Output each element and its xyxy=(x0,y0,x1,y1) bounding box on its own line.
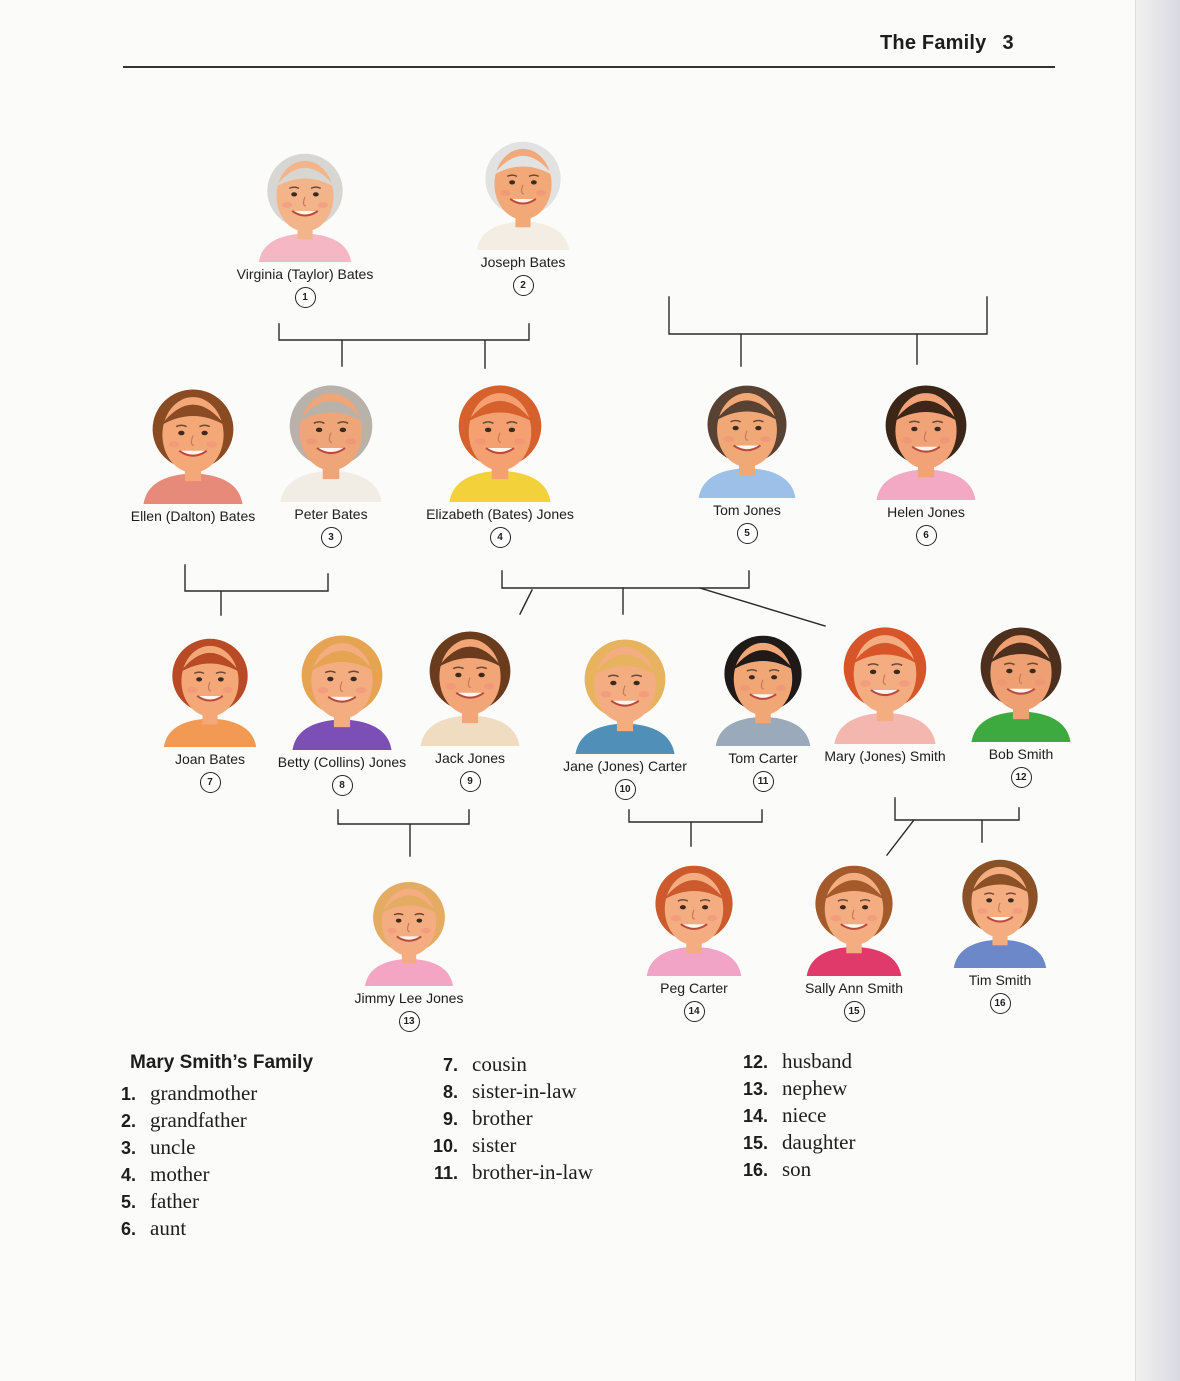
person-name: Joseph Bates xyxy=(480,254,566,270)
person-name: Tom Jones xyxy=(713,502,781,518)
connector-grandparents xyxy=(279,324,529,368)
connector-bates-parents xyxy=(185,565,328,615)
legend-term: nephew xyxy=(782,1076,848,1100)
legend-item xyxy=(730,1130,855,1157)
person-number-badge: 2 xyxy=(513,275,534,296)
portrait-helen-jones xyxy=(869,372,983,500)
person-name: Jane (Jones) Carter xyxy=(563,758,687,774)
person-bob-smith xyxy=(921,614,1121,788)
portrait-joseph-bates xyxy=(469,128,577,250)
legend-item xyxy=(420,1079,593,1106)
legend-column-2 xyxy=(420,1052,593,1187)
person-name: Peter Bates xyxy=(294,506,368,522)
person-name: Helen Jones xyxy=(887,504,965,520)
legend-item xyxy=(730,1076,855,1103)
person-name: Jimmy Lee Jones xyxy=(354,990,464,1006)
person-number-badge: 8 xyxy=(332,775,353,796)
legend-number: 13. xyxy=(742,1079,768,1099)
legend-number: 6. xyxy=(120,1219,136,1239)
legend-item xyxy=(98,1189,257,1216)
person-number-badge: 7 xyxy=(200,772,221,793)
portrait-virginia-taylor-bates xyxy=(251,140,359,262)
legend-number: 11. xyxy=(433,1163,458,1183)
person-number-badge: 12 xyxy=(1011,767,1032,788)
portrait-tom-jones xyxy=(691,372,803,498)
legend-term: aunt xyxy=(150,1216,187,1240)
person-name: Jack Jones xyxy=(434,750,506,766)
person-name: Elizabeth (Bates) Jones xyxy=(426,506,574,522)
portrait-jimmy-lee-jones xyxy=(357,868,461,986)
legend-item xyxy=(98,1162,257,1189)
legend-term: brother-in-law xyxy=(472,1160,593,1184)
person-number-badge: 9 xyxy=(460,771,481,792)
person-number-badge: 3 xyxy=(321,527,342,548)
person-elizabeth-bates-jones xyxy=(400,372,600,548)
legend-number: 12. xyxy=(742,1052,768,1072)
legend-number: 9. xyxy=(442,1109,458,1129)
legend-term: daughter xyxy=(782,1130,856,1154)
legend-title: Mary Smith’s Family xyxy=(130,1052,314,1073)
legend-item xyxy=(98,1216,257,1243)
legend-term: uncle xyxy=(150,1135,196,1159)
person-number-badge: 4 xyxy=(490,527,511,548)
portrait-elizabeth-bates-jones xyxy=(442,372,558,502)
legend-item xyxy=(98,1081,257,1108)
person-number-badge: 14 xyxy=(684,1001,705,1022)
person-number-badge: 10 xyxy=(615,779,636,800)
person-number-badge: 5 xyxy=(737,523,758,544)
legend-item xyxy=(98,1135,257,1162)
person-name: Sally Ann Smith xyxy=(804,980,904,996)
legend-term: niece xyxy=(782,1103,827,1127)
person-name: Virginia (Taylor) Bates xyxy=(236,266,374,282)
portrait-sally-ann-smith xyxy=(799,852,909,976)
legend-term: father xyxy=(150,1189,199,1213)
legend-item xyxy=(730,1103,855,1130)
portrait-tim-smith xyxy=(946,846,1054,968)
legend-number: 15. xyxy=(742,1133,768,1153)
person-name: Bob Smith xyxy=(988,746,1054,762)
person-name: Ellen (Dalton) Bates xyxy=(130,508,256,524)
person-name: Mary (Jones) Smith xyxy=(824,748,946,764)
person-number-badge: 16 xyxy=(990,993,1011,1014)
legend-number: 16. xyxy=(742,1160,768,1180)
person-tim-smith xyxy=(900,846,1100,1014)
person-joseph-bates xyxy=(423,128,623,296)
portrait-peter-bates xyxy=(273,372,389,502)
person-name: Tom Carter xyxy=(728,750,798,766)
person-helen-jones xyxy=(826,372,1026,546)
legend-number: 7. xyxy=(442,1055,458,1075)
legend-item xyxy=(730,1049,855,1076)
person-number-badge: 15 xyxy=(844,1001,865,1022)
person-number-badge: 6 xyxy=(916,525,937,546)
legend-term: son xyxy=(782,1157,812,1181)
legend-number: 10. xyxy=(432,1136,458,1156)
legend-number: 5. xyxy=(120,1192,136,1212)
person-tom-jones xyxy=(647,372,847,544)
legend-item xyxy=(420,1160,593,1187)
person-number-badge: 13 xyxy=(399,1011,420,1032)
connector-jones-parents xyxy=(502,571,749,588)
legend-term: cousin xyxy=(472,1052,527,1076)
page-title: The Family xyxy=(880,32,987,54)
person-name: Peg Carter xyxy=(660,980,728,996)
portrait-bob-smith xyxy=(964,614,1078,742)
person-virginia-taylor-bates xyxy=(205,140,405,308)
legend-item xyxy=(420,1106,593,1133)
legend-number: 1. xyxy=(120,1084,136,1104)
portrait-peg-carter xyxy=(639,852,749,976)
legend-number: 2. xyxy=(120,1111,136,1131)
connector-carter xyxy=(629,810,762,846)
legend-term: grandfather xyxy=(150,1108,247,1132)
legend-term: sister xyxy=(472,1133,517,1157)
legend-term: sister-in-law xyxy=(472,1079,577,1103)
legend-number: 14. xyxy=(742,1106,768,1126)
page-number: 3 xyxy=(1002,32,1014,54)
legend-item xyxy=(98,1108,257,1135)
legend-term: brother xyxy=(472,1106,533,1130)
person-number-badge: 11 xyxy=(753,771,774,792)
legend-number: 8. xyxy=(442,1082,458,1102)
legend-column-3 xyxy=(730,1049,855,1184)
legend-item xyxy=(730,1157,855,1184)
person-name: Joan Bates xyxy=(174,751,246,767)
person-jimmy-lee-jones xyxy=(309,868,509,1032)
person-name: Tim Smith xyxy=(968,972,1032,988)
connector-jack-betty xyxy=(338,810,469,856)
portrait-jack-jones xyxy=(413,618,527,746)
legend-term: mother xyxy=(150,1162,210,1186)
legend-term: husband xyxy=(782,1049,852,1073)
person-number-badge: 1 xyxy=(295,287,316,308)
connector-jones-grandparents xyxy=(669,297,987,366)
person-name: Betty (Collins) Jones xyxy=(277,754,407,770)
legend-item xyxy=(420,1133,593,1160)
legend-term: grandmother xyxy=(150,1081,258,1105)
legend-number: 4. xyxy=(120,1165,136,1185)
legend-item xyxy=(420,1052,593,1079)
legend-column-1 xyxy=(98,1081,257,1243)
legend-number: 3. xyxy=(120,1138,136,1158)
